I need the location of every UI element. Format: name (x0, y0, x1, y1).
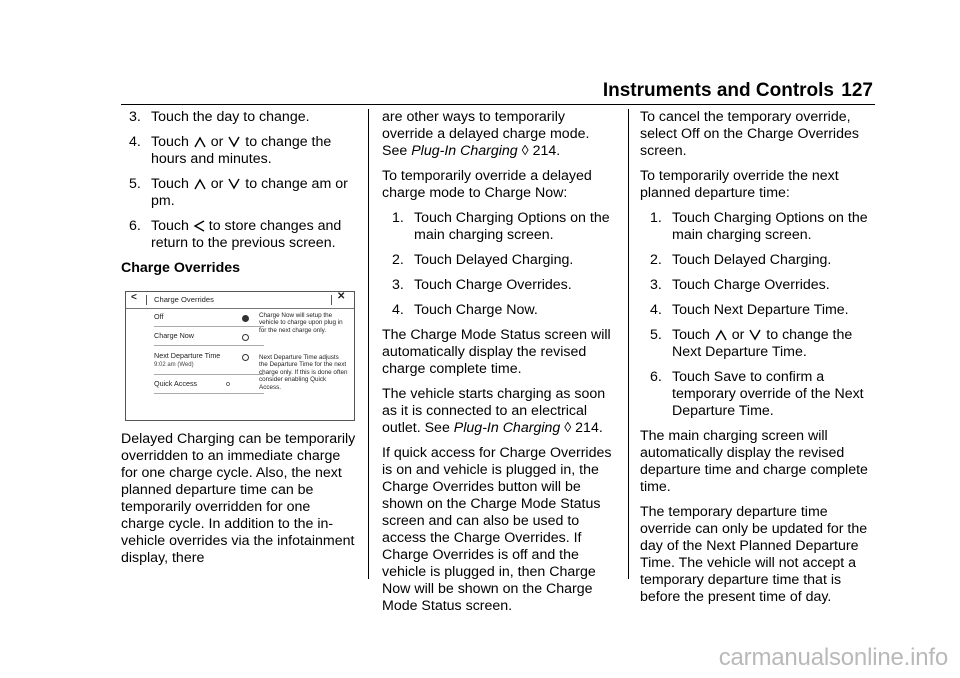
step-4 (121, 134, 357, 168)
section-title: Instruments and Controls (602, 80, 834, 101)
step (382, 277, 618, 294)
step (640, 210, 876, 244)
chevron-up-icon (193, 178, 207, 190)
step-text: Touch Delayed Charging. (414, 252, 574, 268)
step-text: Touch Charging Options on the main charging screen. (414, 210, 610, 243)
step-number: 4. (392, 302, 404, 318)
step-5 (121, 176, 357, 210)
paragraph: To temporarily override the next planned departure time: (640, 168, 839, 201)
step-or: or (210, 134, 224, 150)
chevron-up-icon (193, 136, 207, 148)
step-number: 4. (650, 302, 662, 318)
paragraph: The main charging screen will automatically display the revised departure time and charge complete time. (640, 428, 868, 495)
step-number: 2. (650, 252, 662, 268)
radio-icon (242, 354, 249, 361)
paragraph: If quick access for Charge Overrides is on and vehicle is plugged in, the Charge Overrides button will be shown on the Charge Mode Status screen and can also be used to access the Charge Overrides. If Charge Overrides is off and the vehicle is plugged in, then Charge Now will be shown on the Charge Mode Status screen. (382, 445, 612, 614)
step-pre: Touch (151, 134, 189, 150)
step-5 (640, 327, 876, 361)
step-post: to change the Next Departure Time. (672, 327, 853, 360)
column-divider (628, 109, 629, 579)
chevron-up-icon (714, 329, 728, 341)
toggle-icon: o (226, 379, 230, 388)
screen-titlebar (126, 292, 354, 309)
step-6 (121, 218, 357, 252)
step (640, 252, 876, 269)
step (382, 210, 618, 244)
option-quick-access (154, 380, 264, 394)
note-next-departure: Next Departure Time adjusts the Departure Time for the next charge only. If this is done often consider enabling Quick Access. (259, 354, 348, 391)
option-label: Off (154, 312, 164, 321)
step-text (672, 327, 876, 361)
step-text (151, 134, 357, 168)
paragraph (382, 386, 618, 437)
step-text: Touch the day to change. (151, 109, 310, 125)
step-pre: Touch (151, 176, 189, 192)
paragraph-end: . (598, 420, 603, 436)
step-post: to change the hours and minutes. (151, 134, 332, 167)
step-number: 6. (129, 218, 141, 234)
column-divider (368, 109, 369, 579)
charge-overrides-screen (125, 291, 355, 421)
step-number: 5. (129, 176, 141, 192)
option-label: Charge Now (154, 331, 194, 340)
step-3 (121, 109, 357, 126)
step (382, 302, 618, 319)
chevron-left-icon (193, 219, 205, 233)
screen-title: Charge Overrides (154, 295, 214, 304)
watermark: carmanualsonline.info (718, 644, 948, 671)
paragraph: To cancel the temporary override, select Off on the Charge Overrides screen. (640, 109, 859, 159)
step-text: Touch Delayed Charging. (672, 252, 832, 268)
page-number: 127 (841, 80, 873, 101)
subheading: Charge Overrides (121, 260, 241, 276)
step-text: Touch Charging Options on the main charging screen. (672, 210, 868, 243)
column-3 (640, 109, 876, 614)
step-number: 6. (650, 369, 662, 385)
close-icon: ✕ (337, 291, 346, 302)
step-text (151, 218, 357, 252)
page-header (0, 0, 960, 104)
step-number: 3. (392, 277, 404, 293)
paragraph-text: The vehicle starts charging as soon as it is connected to an electrical outlet. See (382, 386, 606, 436)
step-text: Touch Charge Overrides. (672, 277, 830, 293)
chevron-down-icon (748, 329, 762, 341)
option-label: Quick Access (154, 379, 198, 388)
step-number: 3. (650, 277, 662, 293)
step (640, 302, 876, 319)
step-text: Touch Charge Now. (414, 302, 538, 318)
step-text: Touch Save to confirm a temporary override of the Next Departure Time. (672, 369, 864, 419)
paragraph: Delayed Charging can be temporarily overridden to an immediate charge for one charge cycle. Also, the next planned departure time can be temporarily overridden for one charge cycle. In addition to the in-vehicle overrides via the infotainment display, there (121, 431, 356, 566)
divider (146, 295, 147, 305)
step-pre: Touch (151, 218, 189, 234)
step-number: 1. (392, 210, 404, 226)
paragraph-text: are other ways to temporarily override a delayed charge mode. See (382, 109, 590, 159)
radio-icon (242, 334, 249, 341)
column-1 (121, 109, 357, 575)
chevron-down-icon (227, 178, 241, 190)
step-or: or (210, 176, 224, 192)
step-text: Touch Charge Overrides. (414, 277, 572, 293)
page-reference: ◊ 214 (564, 420, 599, 436)
step-number: 3. (129, 109, 141, 125)
option-label: Next Departure Time (154, 351, 221, 360)
step-6 (640, 369, 876, 420)
radio-selected-icon (242, 315, 249, 322)
cross-reference-link[interactable]: Plug-In Charging (453, 420, 561, 436)
page-reference: ◊ 214 (521, 143, 557, 159)
step-number: 1. (650, 210, 662, 226)
back-icon: < (131, 292, 137, 303)
header-rule (121, 104, 875, 105)
paragraph: The temporary departure time override can only be updated for the day of the Next Planned Departure Time. The vehicle will not accept a temporary departure time that is before the present time of day. (640, 504, 868, 605)
step-text: Touch Next Departure Time. (672, 302, 849, 318)
column-2 (382, 109, 618, 623)
note-charge-now: Charge Now will setup the vehicle to charge upon plug in for the next charge only. (259, 312, 343, 334)
cross-reference-link[interactable]: Plug-In Charging (411, 143, 518, 159)
step-post: to store changes and return to the previous screen. (151, 218, 342, 251)
paragraph (382, 109, 618, 160)
divider (331, 295, 332, 305)
chevron-down-icon (227, 136, 241, 148)
step-number: 4. (129, 134, 141, 150)
step-text (151, 176, 357, 210)
paragraph: To temporarily override a delayed charge mode to Charge Now: (382, 168, 592, 201)
paragraph: The Charge Mode Status screen will automatically display the revised charge complete time. (382, 327, 611, 377)
step-pre: Touch (672, 327, 710, 343)
step-post: to change am or pm. (151, 176, 348, 209)
option-sublabel: 9:02 am (Wed) (154, 361, 194, 368)
paragraph-end: . (556, 143, 561, 159)
step-or: or (731, 327, 745, 343)
step (382, 252, 618, 269)
step (640, 277, 876, 294)
step-number: 2. (392, 252, 404, 268)
step-number: 5. (650, 327, 662, 343)
